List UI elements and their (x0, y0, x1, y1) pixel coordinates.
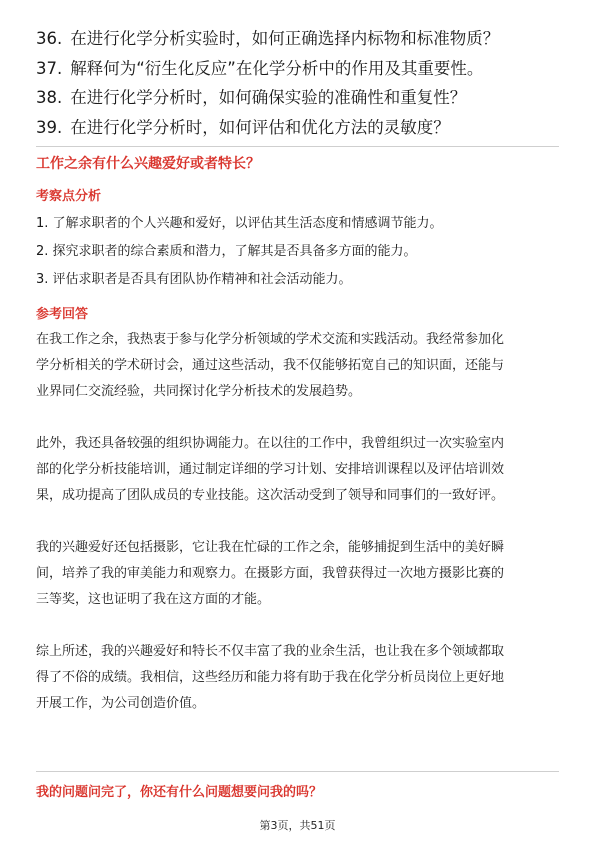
answer-line: 学分析相关的学术研讨会，通过这些活动，我不仅能够拓宽自己的知识面，还能与 (36, 358, 505, 373)
answer-line: 得了不俗的成绩。我相信，这些经历和能力将有助于我在化学分析员岗位上更好地 (36, 670, 505, 685)
section-title: 工作之余有什么兴趣爱好或者特长？ (36, 156, 260, 172)
analysis-title: 考察点分析 (36, 189, 102, 204)
question-number: 39. (36, 117, 63, 137)
question-number: 37. (36, 58, 63, 78)
question-text: 在进行化学分析时，如何评估和优化方法的灵敏度？ (70, 117, 450, 137)
answer-line: 间，培养了我的审美能力和观察力。在摄影方面，我曾获得过一次地方摄影比赛的 (36, 566, 505, 581)
page-footer: 第3页，共51页 (259, 819, 336, 832)
closing-question: 我的问题问完了，你还有什么问题想要问我的吗？ (36, 785, 323, 800)
question-item (36, 24, 576, 54)
question-list (36, 24, 576, 142)
answer-paragraph (36, 535, 561, 613)
answer-paragraph (36, 431, 561, 509)
answer-line: 此外，我还具备较强的组织协调能力。在以往的工作中，我曾组织过一次实验室内 (36, 436, 505, 451)
answer-paragraph (36, 639, 561, 717)
question-item (36, 83, 576, 113)
section-divider (36, 146, 559, 147)
analysis-point: 2. 探究求职者的综合素质和潜力，了解其是否具备多方面的能力。 (36, 244, 417, 259)
answer-line: 部的化学分析技能培训，通过制定详细的学习计划、安排培训课程以及评估培训效 (36, 462, 505, 477)
question-text: 在进行化学分析实验时，如何正确选择内标物和标准物质？ (70, 29, 500, 48)
answer-line: 我的兴趣爱好还包括摄影，它让我在忙碌的工作之余，能够捕捉到生活中的美好瞬 (36, 540, 505, 555)
answer-line: 综上所述，我的兴趣爱好和特长不仅丰富了我的业余生活，也让我在多个领域都取 (36, 644, 505, 659)
answer-line: 开展工作，为公司创造价值。 (36, 696, 206, 711)
question-item (36, 113, 576, 143)
answer-title: 参考回答 (36, 307, 89, 322)
answer-line: 果，成功提高了团队成员的专业技能。这次活动受到了领导和同事们的一致好评。 (36, 488, 505, 503)
question-number: 38. (36, 88, 63, 107)
answer-line: 三等奖，这也证明了我在这方面的才能。 (36, 592, 271, 607)
closing-divider (36, 771, 559, 772)
answer-body (36, 327, 561, 717)
analysis-point: 1. 了解求职者的个人兴趣和爱好，以评估其生活态度和情感调节能力。 (36, 216, 443, 231)
question-number: 36. (36, 29, 63, 48)
answer-line: 在我工作之余，我热衷于参与化学分析领域的学术交流和实践活动。我经常参加化 (36, 332, 505, 347)
question-text: 在进行化学分析时，如何确保实验的准确性和重复性？ (70, 88, 467, 107)
analysis-point: 3. 评估求职者是否具有团队协作精神和社会活动能力。 (36, 272, 352, 287)
answer-line: 业界同仁交流经验，共同探讨化学分析技术的发展趋势。 (36, 384, 362, 399)
question-item (36, 54, 576, 84)
answer-paragraph (36, 327, 561, 405)
question-text: 解释何为“衍生化反应”在化学分析中的作用及其重要性。 (70, 58, 484, 78)
